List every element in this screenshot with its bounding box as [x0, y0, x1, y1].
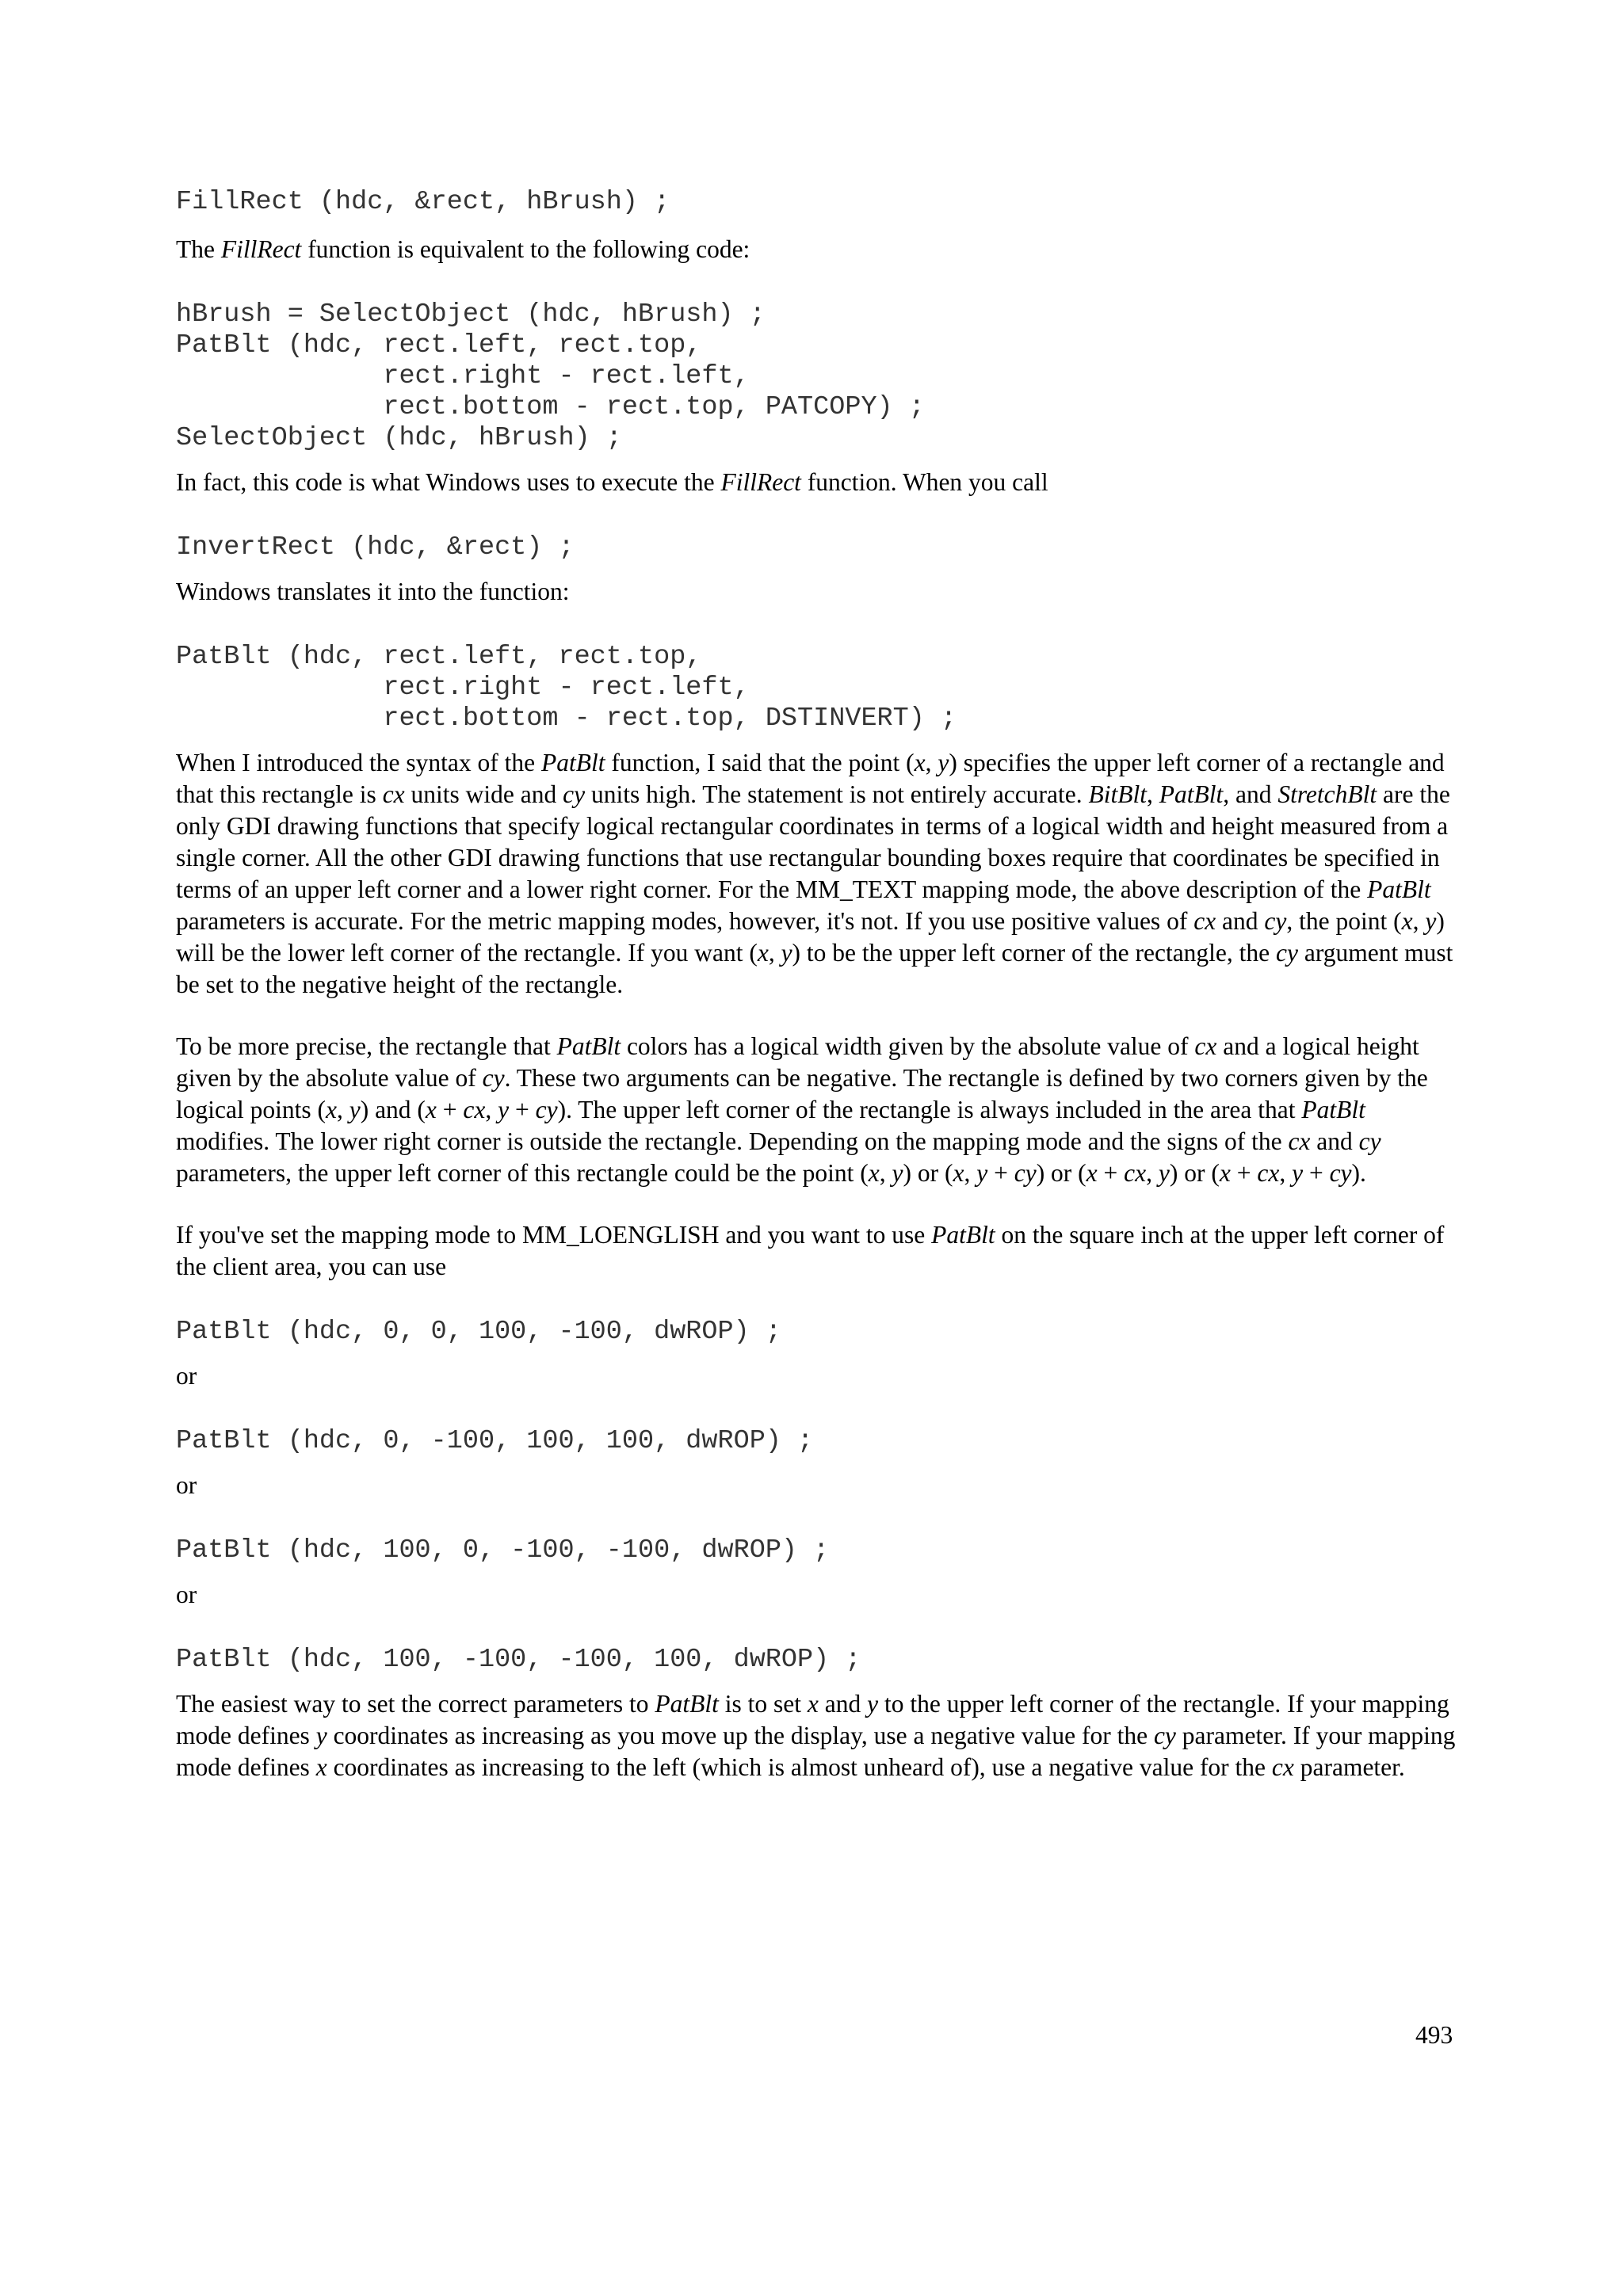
text-run: , and: [1223, 780, 1278, 808]
code-patblt-example-2: PatBlt (hdc, 0, -100, 100, 100, dwROP) ;: [176, 1426, 814, 1456]
code-patblt-example-4: PatBlt (hdc, 100, -100, -100, 100, dwROP) ;: [176, 1645, 861, 1675]
text-run-italic: cy: [1358, 1127, 1381, 1155]
text-run: to the upper left corner of the rectangle. If your mapping mode defines: [176, 1690, 1449, 1749]
text-run: ).: [1351, 1159, 1366, 1187]
text-run: +: [1303, 1159, 1330, 1187]
text-run-italic: y: [976, 1159, 988, 1187]
text-run: ) will be the lower left corner of the rectangle. If you want (: [176, 907, 1445, 967]
text-run: and a logical height given by the absolute value of: [176, 1032, 1419, 1092]
paragraph-in-fact: [176, 467, 1460, 498]
text-run-italic: cy: [1329, 1159, 1352, 1187]
text-run-italic: PatBlt: [1301, 1096, 1365, 1123]
text-run-italic: PatBlt: [1367, 875, 1431, 903]
text-run: ,: [336, 1096, 349, 1123]
text-run: +: [987, 1159, 1014, 1187]
text-run-italic: cx: [1193, 907, 1216, 935]
text-run-italic: x: [1219, 1159, 1231, 1187]
text-run: , the point (: [1286, 907, 1402, 935]
text-run: To be more precise, the rectangle that: [176, 1032, 557, 1060]
text-run: on the square inch at the upper left corner of the client area, you can use: [176, 1221, 1445, 1280]
text-run: ) or (: [1169, 1159, 1220, 1187]
text-run: colors has a logical width given by the absolute value of: [621, 1032, 1195, 1060]
text-run-italic: PatBlt: [931, 1221, 995, 1249]
text-run: parameters is accurate. For the metric mapping modes, however, it's not. If you use positive values of: [176, 907, 1194, 935]
text-run-italic: cy: [535, 1096, 558, 1123]
text-run: ) to be the upper left corner of the rectangle, the: [792, 939, 1277, 967]
text-run-italic: PatBlt: [556, 1032, 621, 1060]
paragraph-windows-translates: Windows translates it into the function:: [176, 578, 570, 605]
text-run: ,: [768, 939, 781, 967]
text-run: coordinates as increasing as you move up the display, use a negative value for the: [327, 1722, 1154, 1749]
text-run: coordinates as increasing to the left (which is almost unheard of), use a negative value for the: [327, 1753, 1272, 1781]
text-run-italic: cx: [1271, 1753, 1294, 1781]
text-run-italic: StretchBlt: [1277, 780, 1377, 808]
code-selectobject-patblt: hBrush = SelectObject (hdc, hBrush) ; PatBlt (hdc, rect.left, rect.top, rect.right - rect.left, rect.bottom - rect.top, PATCOPY) ; SelectObject (hdc, hBrush) ;: [176, 299, 925, 453]
text-run-italic: PatBlt: [655, 1690, 719, 1718]
text-run: +: [1230, 1159, 1258, 1187]
text-run: ,: [1412, 907, 1426, 935]
text-run: ) or (: [1036, 1159, 1086, 1187]
text-run-italic: y: [1158, 1159, 1170, 1187]
text-run: parameter. If your mapping mode defines: [176, 1722, 1456, 1781]
text-run-italic: x: [757, 939, 769, 967]
paragraph-patblt-syntax: [176, 747, 1460, 1001]
text-run: and: [1310, 1127, 1359, 1155]
text-run-italic: y: [349, 1096, 361, 1123]
text-run-italic: x: [868, 1159, 880, 1187]
code-patblt-example-1: PatBlt (hdc, 0, 0, 100, -100, dwROP) ;: [176, 1317, 781, 1347]
text-run: The easiest way to set the correct parameters to: [176, 1690, 655, 1718]
text-run: ) and (: [360, 1096, 426, 1123]
text-run-italic: y: [498, 1096, 510, 1123]
code-fillrect: FillRect (hdc, &rect, hBrush) ;: [176, 187, 670, 217]
text-run-italic: cy: [482, 1064, 505, 1092]
or-label: or: [176, 1471, 197, 1499]
text-run: ,: [925, 749, 938, 776]
text-run: are the only GDI drawing functions that specify logical rectangular coordinates in terms of a logical width and height measured from a single corner. All the other GDI drawing functions that use rectangular bounding boxes require that coordinates be specified in terms of an upper left corner and a lower right corner. For the MM_TEXT mapping mode, the above description of the: [176, 780, 1450, 903]
text-run: ,: [1279, 1159, 1293, 1187]
text-run-italic: cx: [463, 1096, 486, 1123]
text-run: +: [1097, 1159, 1125, 1187]
text-run: modifies. The lower right corner is outside the rectangle. Depending on the mapping mode and the signs of the: [176, 1127, 1289, 1155]
text-run: and: [1216, 907, 1265, 935]
text-run: parameter.: [1293, 1753, 1405, 1781]
text-run-italic: PatBlt: [1159, 780, 1224, 808]
text-run: parameters, the upper left corner of this rectangle could be the point (: [176, 1159, 869, 1187]
text-run: ) or (: [903, 1159, 953, 1187]
text-run-italic: cx: [1257, 1159, 1280, 1187]
text-run-italic: x: [1086, 1159, 1098, 1187]
text-run: function is equivalent to the following code:: [301, 235, 750, 263]
paragraph-more-precise: [176, 1031, 1460, 1189]
text-run-italic: x: [315, 1753, 327, 1781]
text-run: is to set: [718, 1690, 808, 1718]
text-run: units high. The statement is not entirely accurate.: [585, 780, 1089, 808]
paragraph-easiest-way: [176, 1688, 1460, 1783]
text-run-italic: cx: [382, 780, 405, 808]
text-run-italic: cy: [1276, 939, 1298, 967]
text-run-italic: y: [1292, 1159, 1304, 1187]
text-run: The: [176, 235, 221, 263]
text-run: function, I said that the point (: [605, 749, 915, 776]
text-run: ,: [964, 1159, 977, 1187]
text-run-italic: x: [807, 1690, 819, 1718]
text-run: ,: [1146, 780, 1159, 808]
text-run-italic: x: [914, 749, 926, 776]
text-run: When I introduced the syntax of the: [176, 749, 541, 776]
text-run-italic: PatBlt: [540, 749, 605, 776]
text-run-italic: cy: [1014, 1159, 1037, 1187]
text-run: ) specifies the upper left corner of a rectangle and that this rectangle is: [176, 749, 1445, 808]
text-run-italic: cx: [1194, 1032, 1217, 1060]
page-number: 493: [1415, 2021, 1453, 2049]
text-run-italic: y: [892, 1159, 903, 1187]
or-label: or: [176, 1581, 197, 1608]
text-run-italic: y: [938, 749, 949, 776]
page-content: [176, 187, 1460, 1783]
text-run-italic: cx: [1124, 1159, 1147, 1187]
text-run: units wide and: [404, 780, 563, 808]
text-run: argument must be set to the negative height of the rectangle.: [176, 939, 1453, 998]
text-run: If you've set the mapping mode to MM_LOENGLISH and you want to use: [176, 1221, 932, 1249]
paragraph-loenglish: [176, 1219, 1460, 1283]
text-run: +: [509, 1096, 536, 1123]
text-run-italic: y: [867, 1690, 879, 1718]
text-run: . These two arguments can be negative. The rectangle is defined by two corners given by the logical points (: [176, 1064, 1428, 1123]
text-run: In fact, this code is what Windows uses to execute the: [176, 468, 721, 496]
or-label: or: [176, 1362, 197, 1390]
text-run-italic: FillRect: [720, 468, 801, 496]
text-run: and: [818, 1690, 868, 1718]
text-run-italic: y: [1425, 907, 1437, 935]
text-run-italic: y: [315, 1722, 327, 1749]
text-run-italic: cy: [1153, 1722, 1176, 1749]
code-invertrect: InvertRect (hdc, &rect) ;: [176, 532, 575, 563]
text-run: ). The upper left corner of the rectangle is always included in the area that: [557, 1096, 1302, 1123]
text-run-italic: x: [325, 1096, 337, 1123]
text-run-italic: y: [781, 939, 792, 967]
text-run-italic: cy: [1264, 907, 1287, 935]
text-run-italic: FillRect: [220, 235, 302, 263]
text-run-italic: x: [953, 1159, 964, 1187]
code-patblt-example-3: PatBlt (hdc, 100, 0, -100, -100, dwROP) ;: [176, 1535, 830, 1566]
text-run-italic: cx: [1288, 1127, 1311, 1155]
text-run-italic: BitBlt: [1088, 780, 1147, 808]
paragraph-fillrect-equivalent: [176, 234, 1460, 265]
text-run: ,: [879, 1159, 892, 1187]
text-run: ,: [1146, 1159, 1159, 1187]
text-run-italic: cy: [563, 780, 586, 808]
text-run: +: [436, 1096, 464, 1123]
text-run-italic: x: [425, 1096, 437, 1123]
text-run: ,: [485, 1096, 498, 1123]
text-run: function. When you call: [800, 468, 1048, 496]
code-patblt-dstinvert: PatBlt (hdc, rect.left, rect.top, rect.right - rect.left, rect.bottom - rect.top, DSTINVERT) ;: [176, 642, 957, 734]
text-run-italic: x: [1401, 907, 1413, 935]
